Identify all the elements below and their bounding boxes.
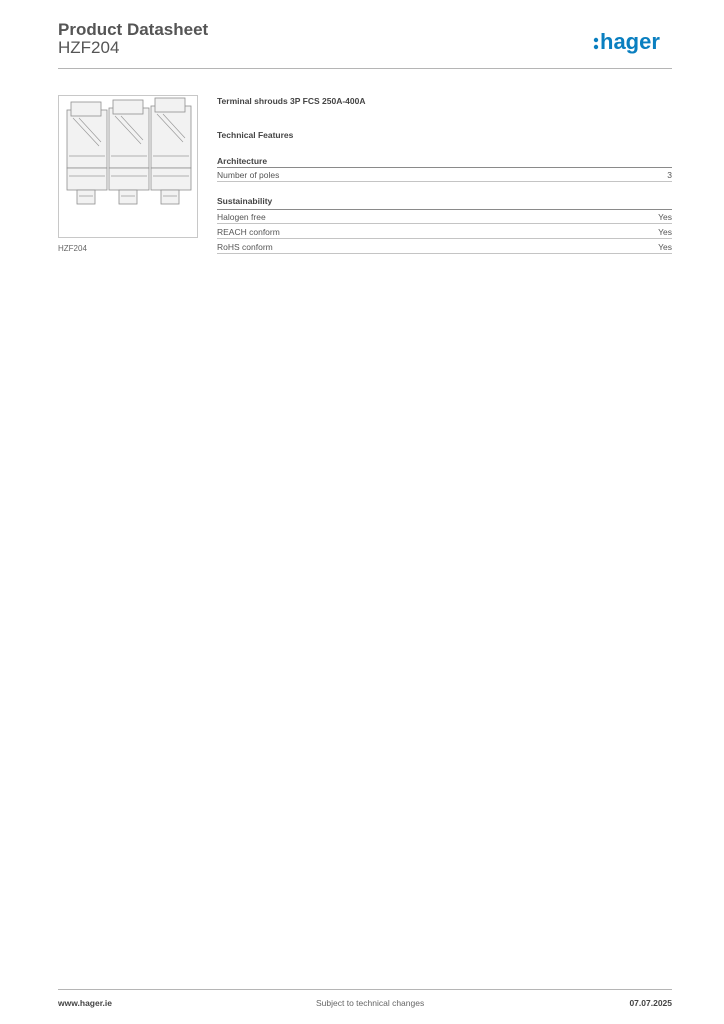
image-caption: HZF204 (58, 244, 87, 253)
row-value: 3 (667, 170, 672, 180)
product-image (58, 95, 198, 238)
row-label: REACH conform (217, 227, 280, 237)
content-area (217, 96, 672, 252)
product-code-heading: HZF204 (58, 38, 120, 57)
row-label: RoHS conform (217, 242, 273, 252)
group-title-sustainability: Sustainability (217, 196, 273, 206)
footer-notice: Subject to technical changes (316, 998, 425, 1008)
row-value: Yes (658, 227, 672, 237)
table-row (217, 210, 672, 224)
header-divider (58, 68, 672, 69)
row-value: Yes (658, 212, 672, 222)
group-title-architecture: Architecture (217, 156, 268, 166)
table-row (217, 240, 672, 254)
brand-wordmark: hager (600, 29, 660, 54)
row-label: Number of poles (217, 170, 280, 180)
page-title: Product Datasheet (58, 20, 209, 39)
website-link[interactable]: www.hager.ie (58, 998, 113, 1008)
table-row (217, 225, 672, 239)
terminal-shrouds-image (59, 96, 197, 237)
footer-divider (58, 989, 672, 990)
table-row (217, 168, 672, 182)
hager-logo (593, 26, 673, 56)
product-name: Terminal shrouds 3P FCS 250A-400A (217, 96, 366, 106)
technical-features-heading: Technical Features (217, 130, 294, 140)
footer-date: 07.07.2025 (629, 998, 672, 1008)
row-label: Halogen free (217, 212, 266, 222)
row-value: Yes (658, 242, 672, 252)
